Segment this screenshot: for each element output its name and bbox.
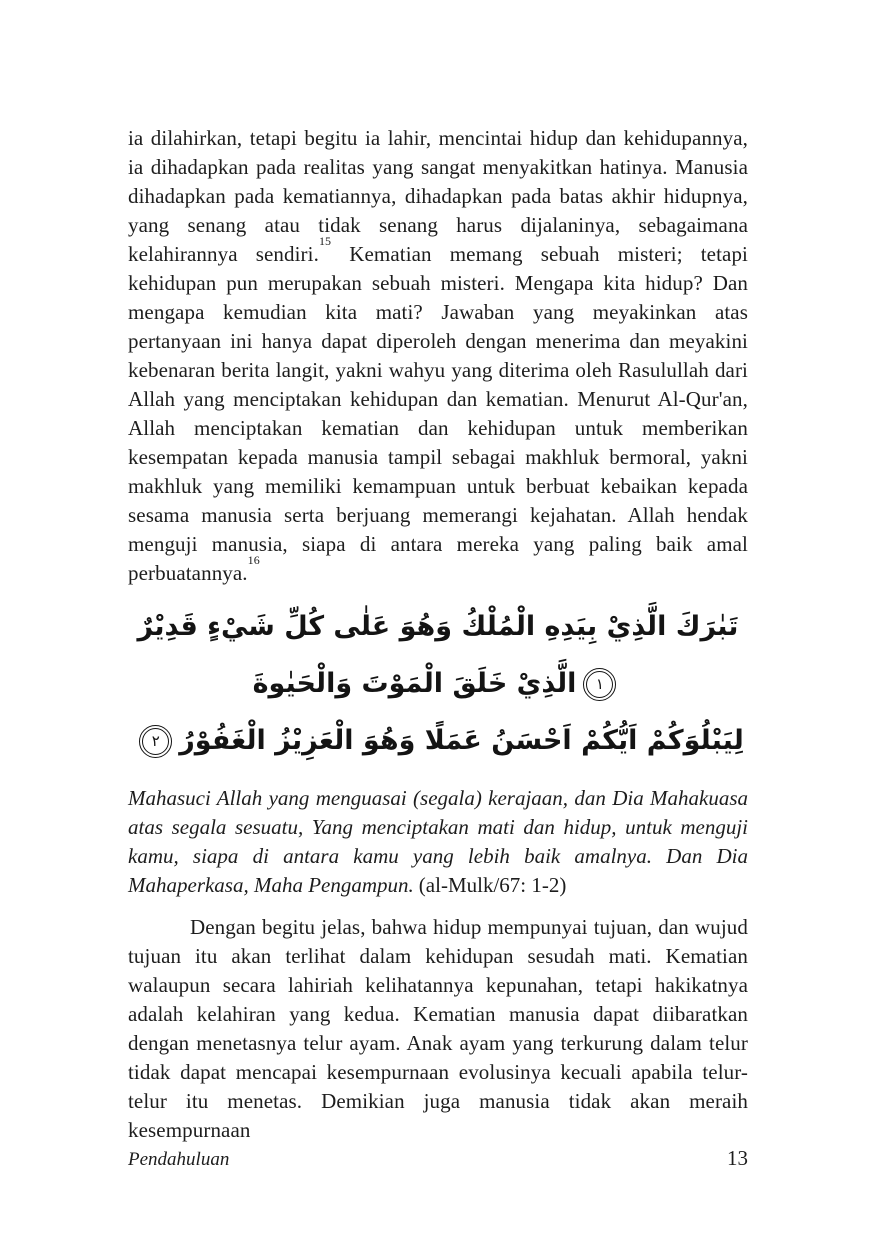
quran-line-1-continued: الَّذِيْ خَلَقَ الْمَوْتَ وَالْحَيٰوةَ bbox=[252, 668, 577, 699]
footnote-ref-15: 15 bbox=[318, 234, 332, 248]
ayah-marker-1: ١ bbox=[583, 668, 616, 701]
paragraph-1-text-continued: Kematian memang sebuah misteri; tetapi kehidupan pun merupakan sebuah misteri. Mengapa kita hidup? Dan mengapa kemudian kita mati? Jawaban yang meyakinkan atas pertanyaan ini hanya dapat diperoleh dengan menerima dan meyakini kebenaran berita langit, yakni wahyu yang diterima oleh Rasulullah dari Allah yang menciptakan kehidupan dan kematian. Menurut Al-Qur'an, Allah menciptakan kematian dan kehidupan untuk memberikan kesempatan kepada manusia tampil sebagai makhluk bermoral, yakni makhluk yang memiliki kemampuan untuk berbuat kebaikan kepada sesama manusia serta berjuang memerangi kejahatan. Allah hendak menguji manusia, siapa di antara mereka yang paling baik amal perbuatannya. bbox=[128, 242, 748, 585]
paragraph-1-text: ia dilahirkan, tetapi begitu ia lahir, mencintai hidup dan kehidupannya, ia dihadapkan pada realitas yang sangat menyakitkan hatinya. Manusia dihadapkan pada kematiannya, dihadapkan pada batas akhir hidupnya, yang senang atau tidak senang harus dijalaninya, sebagaimana kelahirannya sendiri. bbox=[128, 126, 748, 266]
quran-verse-arabic bbox=[128, 598, 748, 769]
quran-line-1-text: تَبٰرَكَ الَّذِيْ بِيَدِهِ الْمُلْكُ وَهُوَ عَلٰى كُلِّ شَيْءٍ قَدِيْرٌ bbox=[137, 611, 739, 642]
verse-translation bbox=[128, 784, 748, 900]
ayah-marker-2: ٢ bbox=[139, 725, 172, 758]
page-number: 13 bbox=[727, 1146, 748, 1170]
quran-line-1 bbox=[128, 598, 748, 712]
footnote-ref-16: 16 bbox=[247, 553, 260, 567]
quran-line-2-text: لِيَبْلُوَكُمْ اَيُّكُمْ اَحْسَنُ عَمَلًا وَهُوَ الْعَزِيْزُ الْغَفُوْرُ bbox=[179, 725, 744, 756]
quran-line-2 bbox=[128, 712, 748, 769]
verse-citation: (al-Mulk/67: 1-2) bbox=[418, 873, 567, 897]
page-footer bbox=[128, 1146, 748, 1171]
page-content bbox=[128, 124, 748, 1145]
footer-section-label: Pendahuluan bbox=[128, 1149, 230, 1170]
verse-translation-text: Mahasuci Allah yang menguasai (segala) kerajaan, dan Dia Mahakuasa atas segala sesuatu, Yang menciptakan mati dan hidup, untuk menguji kamu, siapa di antara kamu yang lebih baik amalnya. Dan Dia Mahaperkasa, Maha Pengampun. bbox=[128, 786, 748, 897]
body-paragraph-2: Dengan begitu jelas, bahwa hidup mempunyai tujuan, dan wujud tujuan itu akan terlihat dalam kehidupan sesudah mati. Kematian walaupun secara lahiriah kelihatannya kepunahan, tetapi hakikatnya adalah kelahiran yang kedua. Kematian manusia dapat diibaratkan dengan menetasnya telur ayam. Anak ayam yang terkurung dalam telur tidak dapat mencapai kesempurnaan evolusinya kecuali apabila telur-telur itu menetas. Demikian juga manusia tidak akan meraih kesempurnaan bbox=[128, 915, 748, 1142]
body-paragraph-1 bbox=[128, 124, 748, 588]
